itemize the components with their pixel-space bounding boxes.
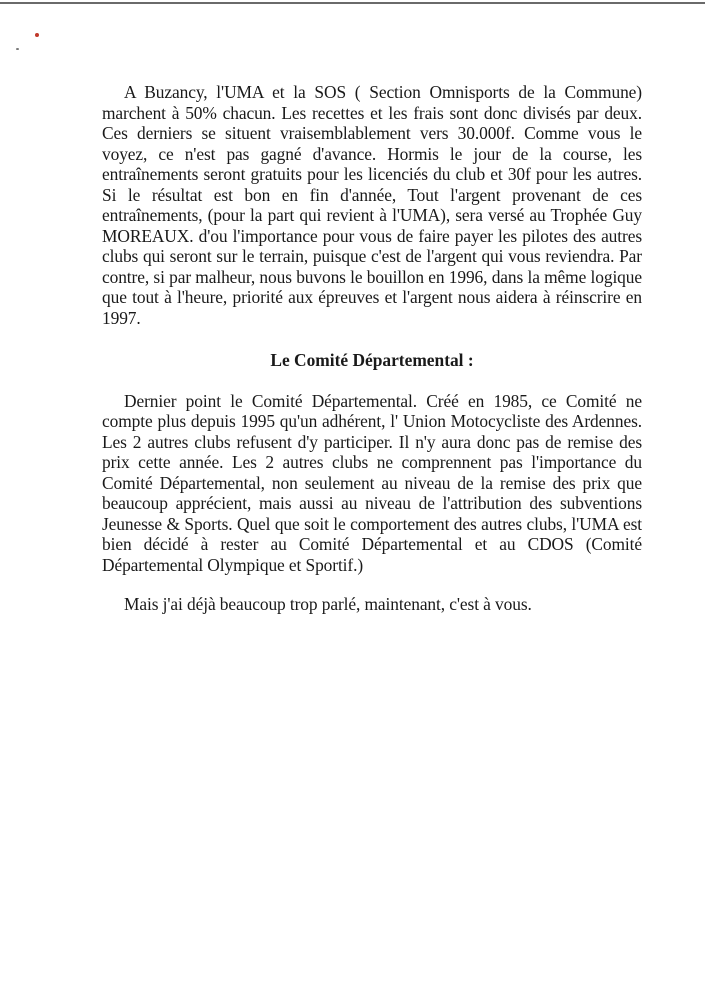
scan-speck <box>16 48 19 50</box>
paragraph-closing: Mais j'ai déjà beaucoup trop parlé, maintenant, c'est à vous. <box>124 594 532 614</box>
scan-top-border <box>0 2 705 4</box>
document-body <box>102 82 642 615</box>
paragraph-buzancy: A Buzancy, l'UMA et la SOS ( Section Omnisports de la Commune) marchent à 50% chacun. Les recettes et les frais sont donc divisés par deux. Ces derniers se situent vraisemblablement vers 30.000f. Comme vous le voyez, ce n'est pas gagné d'avance. Hormis le jour de la course, les entraînements seront gratuits pour les licenciés du club et 30f pour les autres. Si le résultat est bon en fin d'année, Tout l'argent provenant de ces entraînements, (pour la part qui revient à l'UMA), sera versé au Trophée Guy MOREAUX. d'ou l'importance pour vous de faire payer les pilotes des autres clubs qui seront sur le terrain, puisque c'est de l'argent qui vous reviendra. Par contre, si par malheur, nous buvons le bouillon en 1996, dans la même logique que tout à l'heure, priorité aux épreuves et l'argent nous aidera à réinscrire en 1997. <box>102 82 642 328</box>
section-heading: Le Comité Départemental : <box>270 350 474 370</box>
paragraph-comite: Dernier point le Comité Départemental. Créé en 1985, ce Comité ne compte plus depuis 1995 qu'un adhérent, l' Union Motocycliste des Ardennes. Les 2 autres clubs refusent d'y participer. Il n'y aura donc pas de remise des prix cette année. Les 2 autres clubs ne comprennent pas l'importance du Comité Départemental, non seulement au niveau de la remise des prix que beaucoup apprécient, mais aussi au niveau de l'attribution des subventions Jeunesse & Sports. Quel que soit le comportement des autres clubs, l'UMA est bien décidé à rester au Comité Départemental et au CDOS (Comité Départemental Olympique et Sportif.) <box>102 390 642 575</box>
scan-speck <box>35 33 39 37</box>
